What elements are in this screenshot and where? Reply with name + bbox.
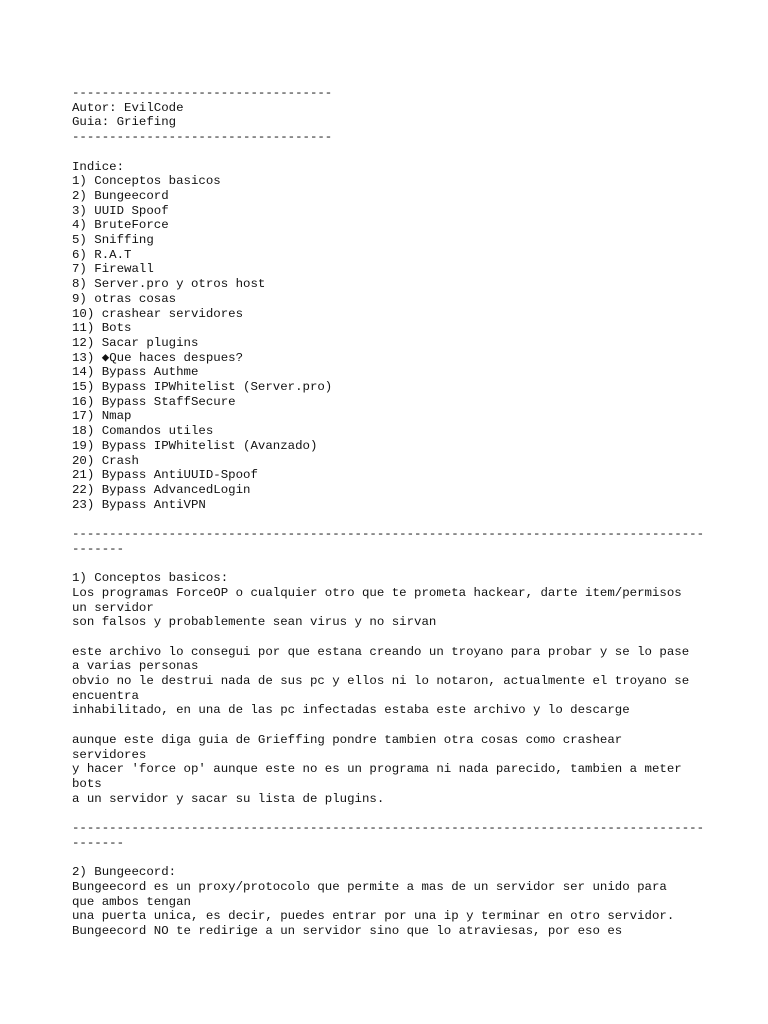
index-item: 2) Bungeecord [72, 188, 169, 203]
header-rule-top: ----------------------------------- [72, 86, 333, 100]
index-item: 10) crashear servidores [72, 306, 244, 321]
paragraph-line: a varias personas [72, 659, 199, 674]
index-item: 21) Bypass AntiUUID-Spoof [72, 468, 258, 483]
blank-line [72, 718, 712, 733]
paragraph-line: una puerta unica, es decir, puedes entrar por una ip y terminar en otro servidor. [72, 909, 675, 924]
index-item: 14) Bypass Authme [72, 365, 199, 380]
index-item: 22) Bypass AdvancedLogin [72, 482, 251, 497]
paragraph-line: Bungeecord es un proxy/protocolo que permite a mas de un servidor ser unido para [72, 879, 667, 894]
paragraph-line: este archivo lo consegui por que estana creando un troyano para probar y se lo pase [72, 644, 690, 659]
paragraph-line: servidores [72, 747, 147, 762]
paragraph-line: aunque este diga guia de Grieffing pondre tambien otra cosas como crashear [72, 732, 623, 747]
separator-line-wrap: ------- [72, 835, 125, 850]
index-item: 15) Bypass IPWhitelist (Server.pro) [72, 380, 333, 395]
index-item: 17) Nmap [72, 409, 132, 424]
separator-line-wrap: ------- [72, 541, 125, 556]
paragraph-line: inhabilitado, en una de las pc infectadas estaba este archivo y lo descarge [72, 703, 630, 718]
separator-line: ------------------------------------------------------------------------------------- [72, 821, 705, 836]
index-item: 6) R.A.T [72, 247, 132, 262]
paragraph-line: encuentra [72, 688, 139, 703]
document-page [72, 86, 712, 939]
paragraph-line: un servidor [72, 600, 154, 615]
index-item: 9) otras cosas [72, 291, 177, 306]
header-rule-bottom: ----------------------------------- [72, 130, 333, 145]
blank-line [72, 556, 712, 571]
blank-line [72, 806, 712, 821]
paragraph-line: y hacer 'force op' aunque este no es un programa ni nada parecido, tambien a meter [72, 762, 682, 777]
blank-line [72, 630, 712, 645]
paragraph-line: a un servidor y sacar su lista de plugins. [72, 791, 385, 806]
index-item: 12) Sacar plugins [72, 335, 199, 350]
paragraph-line: que ambos tengan [72, 894, 191, 909]
paragraph-line: Bungeecord NO te redirige a un servidor sino que lo atraviesas, por eso es [72, 923, 623, 938]
separator-line: ------------------------------------------------------------------------------------- [72, 527, 705, 542]
index-item: 20) Crash [72, 453, 139, 468]
paragraph-line: obvio no le destrui nada de sus pc y ellos ni lo notaron, actualmente el troyano se [72, 674, 690, 689]
blank-line [72, 145, 712, 160]
section-heading: 2) Bungeecord: [72, 865, 177, 880]
index-item: 8) Server.pro y otros host [72, 277, 266, 292]
index-item: 19) Bypass IPWhitelist (Avanzado) [72, 438, 318, 453]
index-item: 1) Conceptos basicos [72, 174, 221, 189]
index-item: 16) Bypass StaffSecure [72, 394, 236, 409]
index-item: 3) UUID Spoof [72, 203, 169, 218]
index-item: 11) Bots [72, 321, 132, 336]
index-item: 5) Sniffing [72, 233, 154, 248]
paragraph-line: son falsos y probablemente sean virus y no sirvan [72, 615, 437, 630]
index-item: 7) Firewall [72, 262, 154, 277]
index-title: Indice: [72, 159, 125, 174]
paragraph-line: bots [72, 776, 102, 791]
guide-line: Guia: Griefing [72, 115, 177, 130]
index-item: 23) Bypass AntiVPN [72, 497, 206, 512]
blank-line [72, 850, 712, 865]
section-heading: 1) Conceptos basicos: [72, 571, 229, 586]
index-item: 18) Comandos utiles [72, 424, 214, 439]
author-line: Autor: EvilCode [72, 100, 184, 115]
blank-line [72, 512, 712, 527]
paragraph-line: Los programas ForceOP o cualquier otro que te prometa hackear, darte item/permisos [72, 585, 682, 600]
index-item: 13) ◆Que haces despues? [72, 350, 244, 365]
index-item: 4) BruteForce [72, 218, 169, 233]
